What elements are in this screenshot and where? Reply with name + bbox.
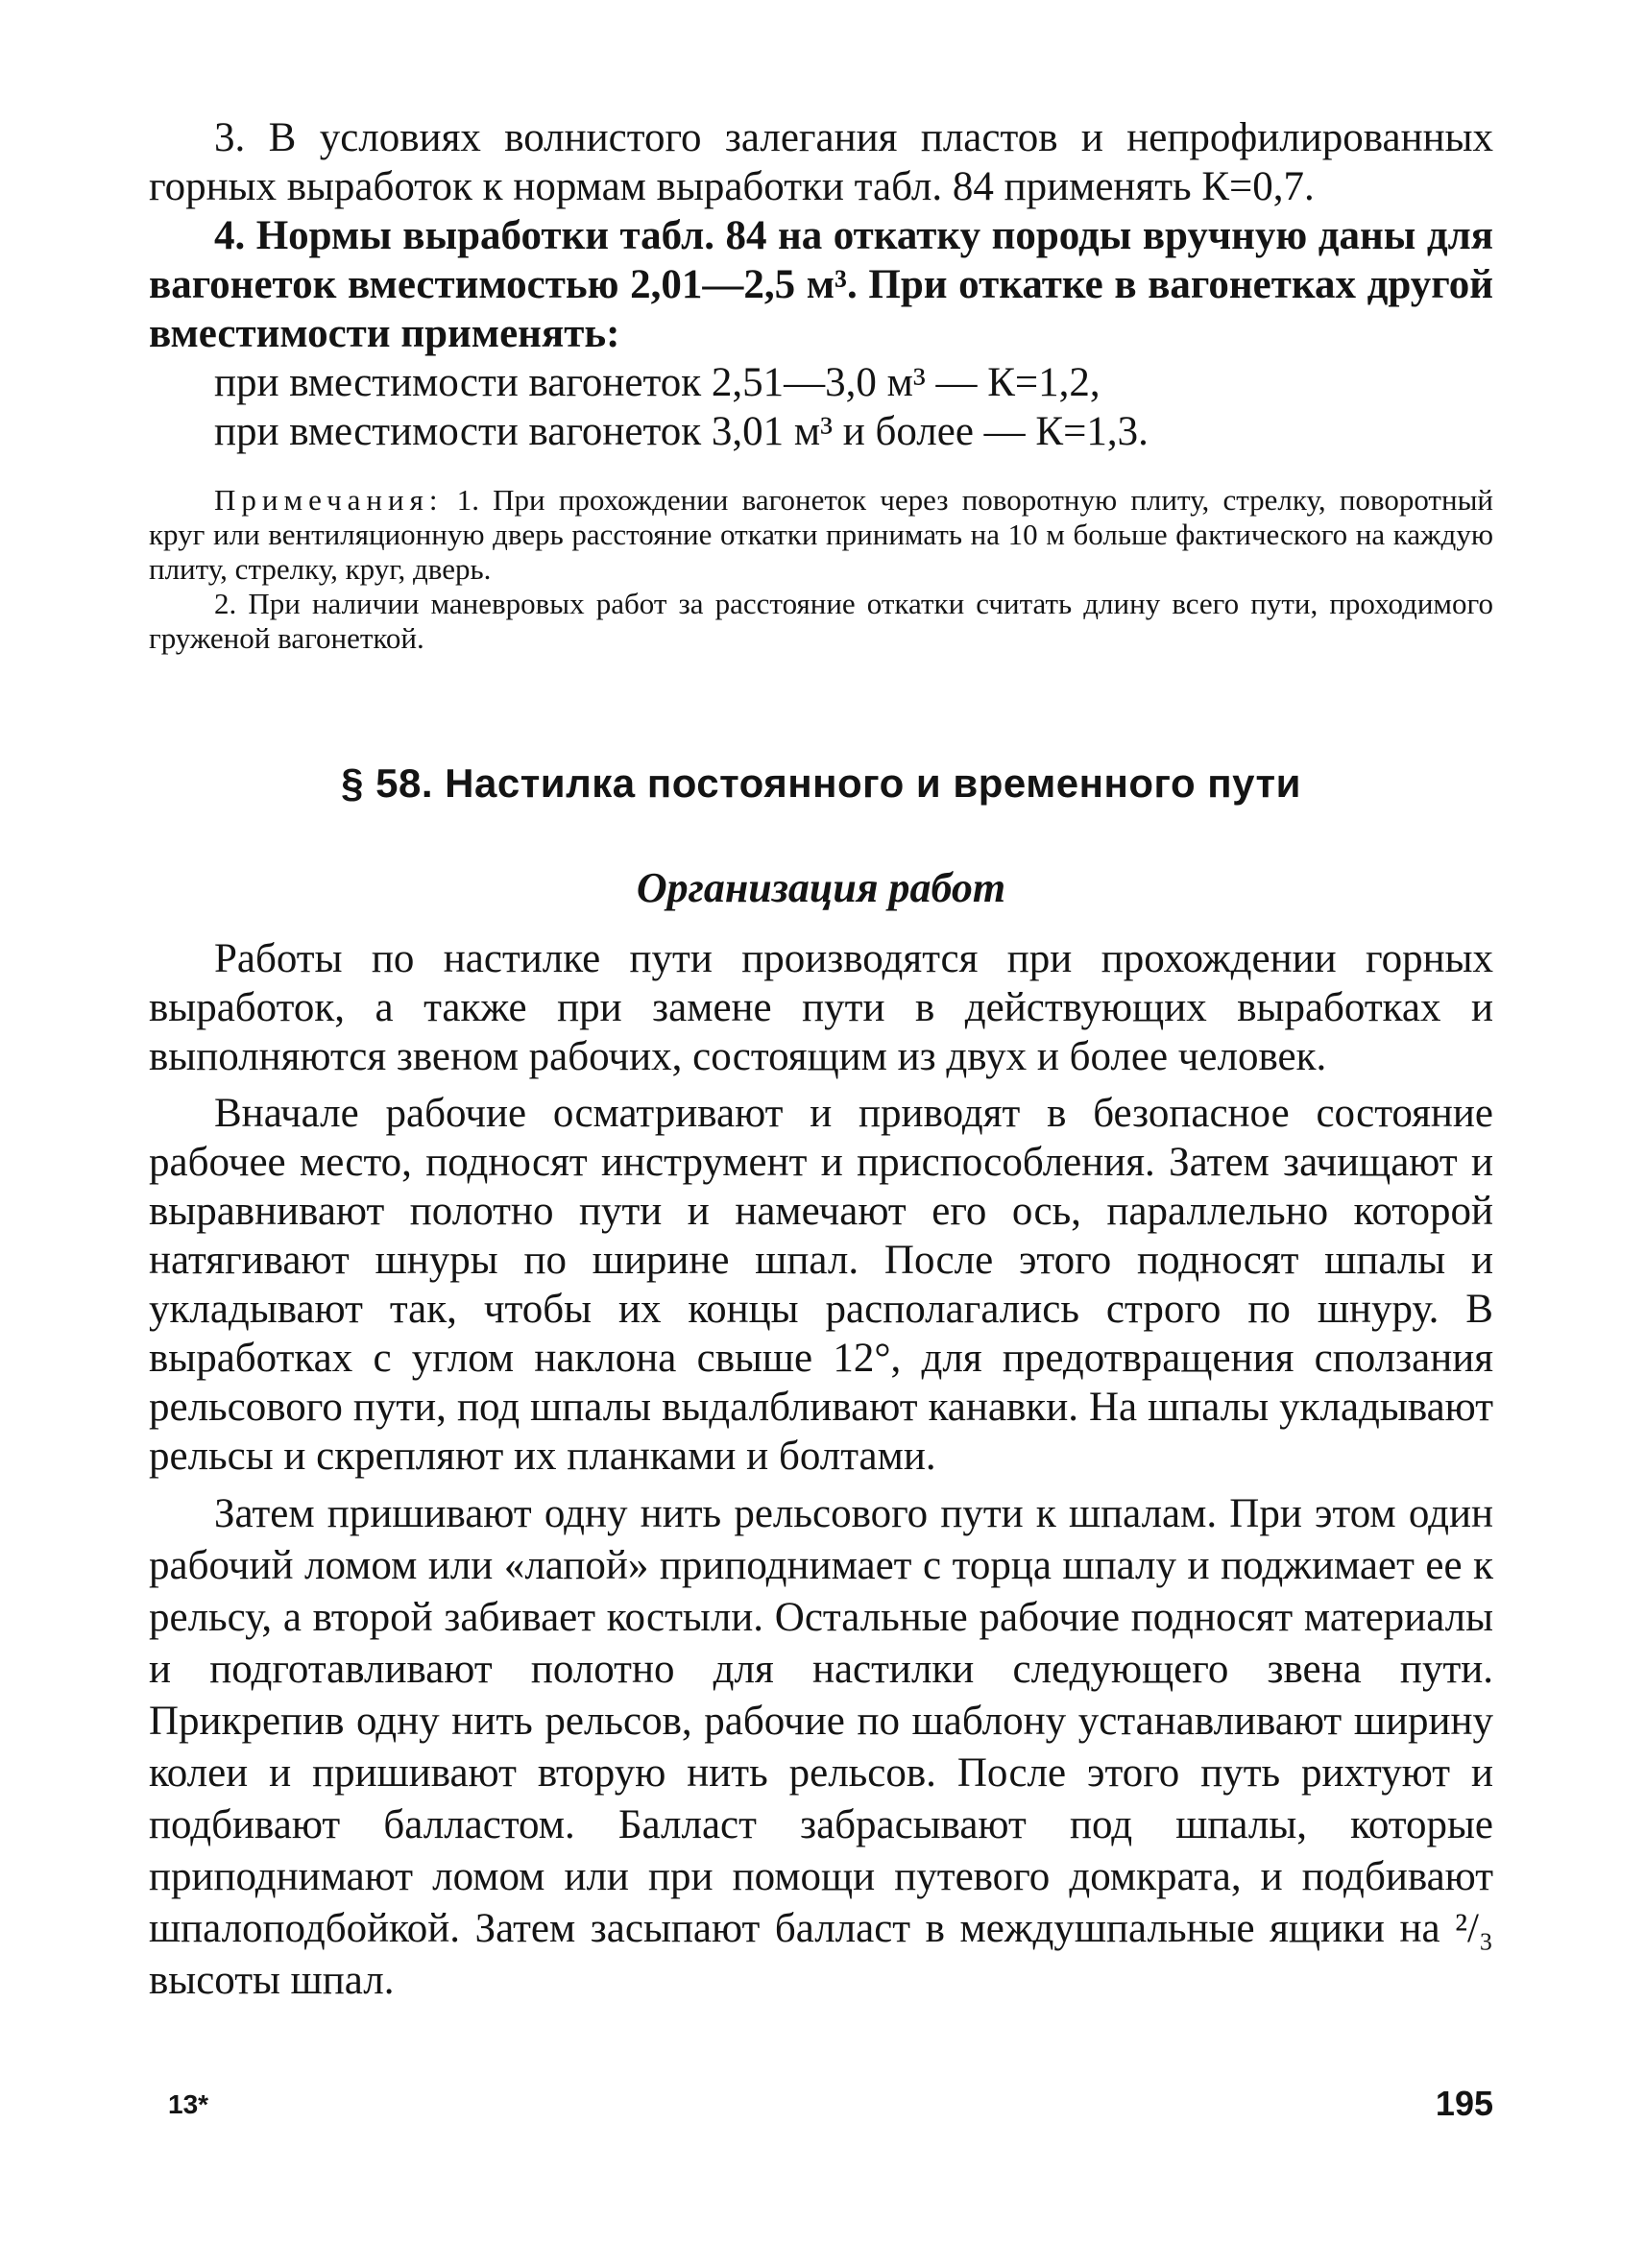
- body-wide-block: [149, 1488, 1493, 2007]
- note-1: [149, 483, 1493, 587]
- signature-mark: 13*: [168, 2089, 209, 2119]
- body-paragraph-1: Работы по настилке пути производятся при прохождении горных выработок, а также при замене пути в действующих выработках и выполняются звеном рабочих, состоящим из двух и более человек.: [149, 936, 1493, 1079]
- rate-line-1: при вместимости вагонеток 2,51—3,0 м³ — К=1,2,: [214, 360, 1101, 405]
- item-4-paragraph: 4. Нормы выработки табл. 84 на откатку породы вручную даны для вагонеток вместимостью 2,01—2,5 м³. При откатке в вагонетках другой вместимости применять:: [149, 213, 1493, 356]
- note-2: 2. При наличии маневровых работ за расстояние откатки считать длину всего пути, проходимого груженой вагонеткой.: [149, 587, 1493, 655]
- body-paragraph-2: Вначале рабочие осматривают и приводят в безопасное состояние рабочее место, подносят инструмент и приспособления. Затем зачищают и выравнивают полотно пути и намечают его ось, параллельно которой натягивают шнуры по ширине шпал. После этого подносят шпалы и укладывают так, чтобы их концы располагались строго по шнуру. В выработках с углом наклона свыше 12°, для предотвращения сползания рельсового пути, под шпалы выдалбливают канавки. На шпалы укладывают рельсы и скрепляют их планками и болтами.: [149, 1091, 1493, 1479]
- notes-block: [149, 483, 1493, 656]
- page-content: [149, 113, 1493, 2015]
- rate-line-2: при вместимости вагонеток 3,01 м³ и более — К=1,3.: [214, 409, 1149, 454]
- notes-label: Примечания:: [214, 483, 444, 517]
- body-paragraph-3: Затем пришивают одну нить рельсового пути к шпалам. При этом один рабочий ломом или «лапой» приподнимает с торца шпалу и поджимает ее к рельсу, а второй забивает костыли. Остальные рабочие подносят материалы и подготавливают полотно для настилки следующего звена пути. Прикрепив одну нить рельсов, рабочие по шаблону устанавливают ширину колеи и пришивают вторую нить рельсов. После этого путь рихтуют и подбивают балластом. Балласт забрасывают под шпалы, которые приподнимают ломом или при помощи путевого домкрата, и подбивают шпалоподбойкой. Затем засыпают балласт в междушпальные ящики на ²/₃ высоты шпал.: [149, 1491, 1493, 2003]
- note-1-text: 1. При прохождении вагонеток через поворотную плиту, стрелку, поворотный круг или вентиляционную дверь расстояние откатки принимать на 10 м больше фактического на каждую плиту, стрелку, круг, дверь.: [149, 483, 1493, 586]
- section-title: § 58. Настилка постоянного и временного пути: [341, 760, 1301, 806]
- subsection-title: Организация работ: [636, 864, 1006, 911]
- body-text: [149, 934, 1493, 2007]
- item-3-paragraph: 3. В условиях волнистого залегания пластов и непрофилированных горных выработок к нормам выработки табл. 84 применять К=0,7.: [149, 115, 1493, 209]
- page-number: 195: [1435, 2084, 1493, 2123]
